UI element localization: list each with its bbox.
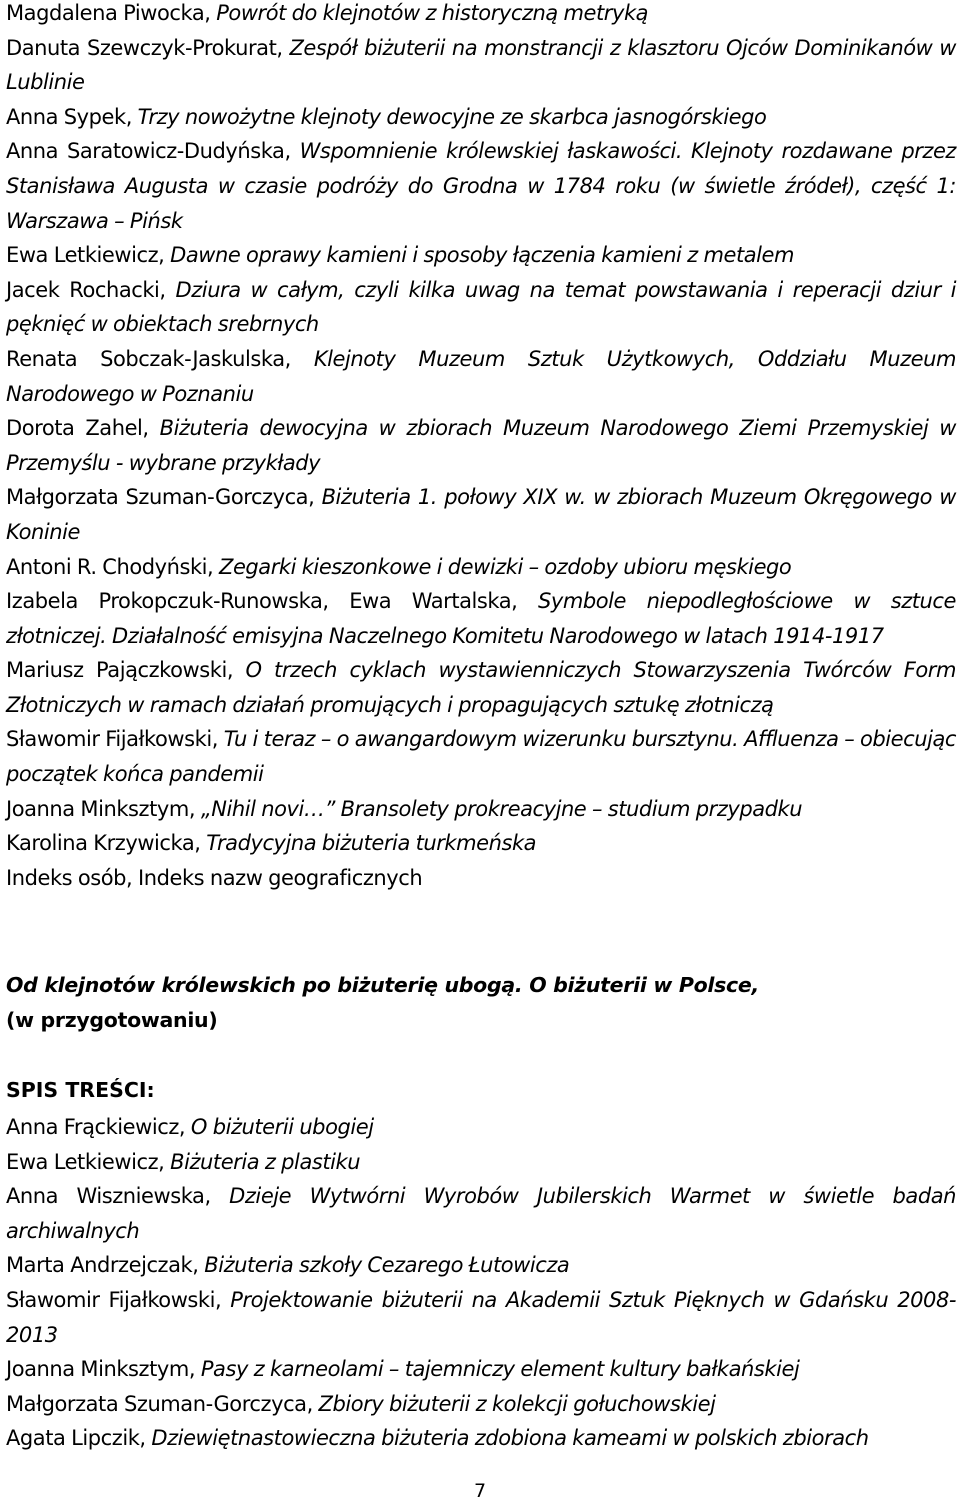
contents-list-2 — [6, 1110, 956, 1456]
list-item — [6, 134, 956, 238]
list-item — [6, 480, 956, 549]
entry-author: Karolina Krzywicka, — [6, 831, 201, 856]
entry-author: Ewa Letkiewicz, — [6, 1149, 165, 1174]
contents-list-1 — [6, 0, 956, 895]
toc-heading: SPIS TREŚCI: — [6, 1078, 155, 1102]
entry-title: Biżuteria 1. połowy XIX w. w zbiorach Muzeum Okręgowego w Koninie — [6, 485, 956, 544]
list-item — [6, 1387, 956, 1422]
list-item — [6, 238, 956, 273]
entry-author: Antoni R. Chodyński, — [6, 554, 214, 579]
entry-author: Anna Sypek, — [6, 104, 132, 129]
list-item — [6, 1179, 956, 1248]
list-item — [6, 1352, 956, 1387]
page-number: 7 — [473, 1480, 487, 1502]
list-item — [6, 584, 956, 653]
entry-title: Projektowanie biżuterii na Akademii Sztuk Pięknych w Gdańsku 2008-2013 — [6, 1287, 956, 1347]
entry-title: Powrót do klejnotów z historyczną metryką — [216, 1, 649, 25]
entry-author: Anna Saratowicz-Dudyńska, — [6, 139, 291, 164]
entry-author: Ewa Letkiewicz, — [6, 243, 165, 268]
entry-author: Jacek Rochacki, — [6, 277, 166, 302]
entry-author: Agata Lipczik, — [6, 1426, 146, 1451]
entry-author: Mariusz Pajączkowski, — [6, 658, 234, 683]
list-item — [6, 342, 956, 411]
entry-author: Dorota Zahel, — [6, 416, 149, 441]
entry-title: Zespół biżuterii na monstrancji z klasztoru Ojców Dominikanów w Lublinie — [6, 35, 957, 95]
entry-title: Trzy nowożytne klejnoty dewocyjne ze skarbca jasnogórskiego — [137, 104, 767, 129]
list-item — [6, 792, 956, 827]
entry-author: Magdalena Piwocka, — [6, 1, 211, 25]
entry-title: Tu i teraz – o awangardowym wizerunku bursztynu. Affluenza – obiecując początek końca pandemii — [6, 727, 956, 787]
list-item — [6, 826, 956, 861]
entry-title: Klejnoty Muzeum Sztuk Użytkowych, Oddziału Muzeum Narodowego w Poznaniu — [6, 346, 956, 406]
entry-title: Dzieje Wytwórni Wyrobów Jubilerskich Warmet w świetle badań archiwalnych — [6, 1184, 957, 1243]
list-item — [6, 0, 956, 31]
entry-author: Małgorzata Szuman-Gorczyca, — [6, 1391, 313, 1416]
book-title-text: Od klejnotów królewskich po biżuterię ubogą. O biżuterii w Polsce, — [6, 973, 759, 997]
entry-title: Biżuteria dewocyjna w zbiorach Muzeum Narodowego Ziemi Przemyskiej w Przemyślu - wybrane przykłady — [6, 416, 956, 475]
entry-title: Wspomnienie królewskiej łaskawości. Klejnoty rozdawane przez Stanisława Augusta w czasie podróży do Grodna w 1784 roku (w świetle źródeł), część 1: Warszawa – Pińsk — [6, 139, 956, 233]
entry-title: Biżuteria szkoły Cezarego Łutowicza — [204, 1253, 570, 1278]
list-item — [6, 31, 956, 100]
entry-title: O trzech cyklach wystawienniczych Stowarzyszenia Twórców Form Złotniczych w ramach działań promujących i propagujących sztukę złotniczą — [6, 658, 956, 717]
entry-author: Anna Frąckiewicz, — [6, 1115, 186, 1139]
list-item — [6, 411, 956, 480]
entry-title: Tradycyjna biżuteria turkmeńska — [206, 831, 537, 856]
entry-author: Joanna Minksztym, — [6, 796, 196, 821]
entry-author: Sławomir Fijałkowski, — [6, 727, 218, 752]
book-title — [6, 968, 956, 1038]
book-status-note: (w przygotowaniu) — [6, 1008, 218, 1032]
entry-title: Pasy z karneolami – tajemniczy element kultury bałkańskiej — [200, 1357, 800, 1382]
entry-author: Indeks osób, Indeks nazw geograficznych — [6, 865, 423, 890]
entry-author: Sławomir Fijałkowski, — [6, 1287, 222, 1312]
toc-heading-block — [6, 1073, 956, 1108]
entry-title: Zegarki kieszonkowe i dewizki – ozdoby ubioru męskiego — [219, 554, 792, 579]
list-item — [6, 1248, 956, 1283]
entry-author: Marta Andrzejczak, — [6, 1253, 199, 1278]
entry-author: Danuta Szewczyk-Prokurat, — [6, 35, 283, 60]
list-item — [6, 1145, 956, 1180]
list-item — [6, 653, 956, 722]
entry-title: Dziura w całym, czyli kilka uwag na temat powstawania i reperacji dziur i pęknięć w obiektach srebrnych — [6, 277, 956, 337]
list-item — [6, 861, 956, 896]
entry-title: „Nihil novi…” Bransolety prokreacyjne – studium przypadku — [200, 796, 803, 821]
book-title-block — [6, 968, 956, 1038]
list-item — [6, 1110, 956, 1145]
entry-title: Biżuteria z plastiku — [170, 1149, 361, 1174]
list-item — [6, 1421, 956, 1456]
entry-title: Dziewiętnastowieczna biżuteria zdobiona kameami w polskich zbiorach — [151, 1426, 869, 1451]
entry-title: O biżuterii ubogiej — [190, 1115, 374, 1139]
entry-author: Izabela Prokopczuk-Runowska, Ewa Wartalska, — [6, 589, 518, 614]
list-item — [6, 722, 956, 791]
entry-author: Małgorzata Szuman-Gorczyca, — [6, 485, 315, 510]
list-item — [6, 1283, 956, 1352]
list-item — [6, 550, 956, 585]
entry-author: Renata Sobczak-Jaskulska, — [6, 346, 291, 371]
entry-title: Symbole niepodległościowe w sztuce złotniczej. Działalność emisyjna Naczelnego Komitetu Narodowego w latach 1914-1917 — [6, 589, 956, 648]
list-item — [6, 100, 956, 135]
entry-author: Anna Wiszniewska, — [6, 1184, 211, 1209]
entry-title: Dawne oprawy kamieni i sposoby łączenia kamieni z metalem — [170, 243, 795, 268]
entry-author: Joanna Minksztym, — [6, 1357, 196, 1382]
entry-title: Zbiory biżuterii z kolekcji gołuchowskiej — [318, 1391, 716, 1416]
list-item — [6, 273, 956, 342]
